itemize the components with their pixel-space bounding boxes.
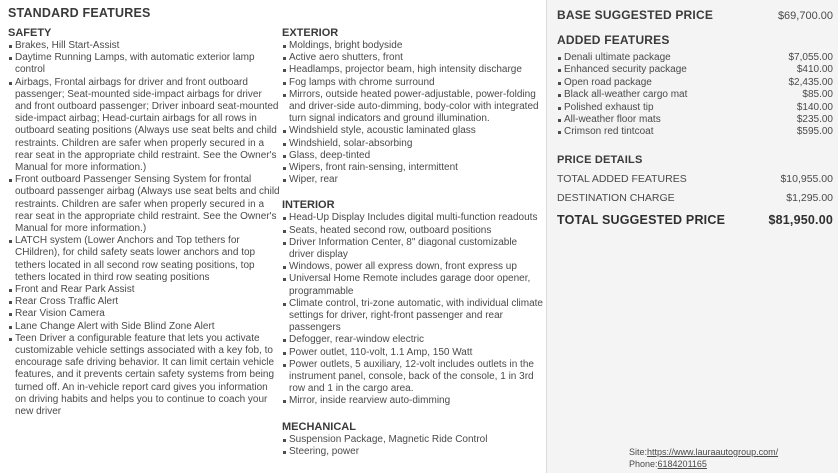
feature-item: Front outboard Passenger Sensing System for frontal outboard passenger airbag (Always use seat belts and child restraints. Children are safer when properly secured in a rear seat in the appropriate child restraint. See the Owner's Manual for more information.) xyxy=(8,174,280,235)
site-label: Site: xyxy=(629,447,648,457)
phone-line xyxy=(629,459,778,471)
phone-link[interactable]: 6184201165 xyxy=(657,458,707,469)
feature-item: LATCH system (Lower Anchors and Top tethers for CHildren), for child safety seats lower anchors and top tethers located in all second row seating positions, top tethers located in third row seating positions xyxy=(8,235,280,284)
feature-item: Driver Information Center, 8" diagonal customizable driver display xyxy=(282,237,544,261)
feature-item: Headlamps, projector beam, high intensity discharge xyxy=(282,64,544,76)
feature-item: Universal Home Remote includes garage door opener, programmable xyxy=(282,273,544,297)
added-feature-value: $140.00 xyxy=(796,101,833,113)
added-feature-label: Denali ultimate package xyxy=(564,52,671,63)
added-feature-value: $7,055.00 xyxy=(788,52,833,63)
total-price-label: TOTAL SUGGESTED PRICE xyxy=(557,212,726,227)
feature-item: Brakes, Hill Start-Assist xyxy=(8,40,280,52)
feature-item: Power outlets, 5 auxiliary, 12-volt includes outlets in the instrument panel, console, back of the console, 1 in 3rd row and 1 in the cargo area. xyxy=(282,359,544,396)
added-feature-row xyxy=(557,126,833,138)
feature-item: Moldings, bright bodyside xyxy=(282,40,544,52)
added-feature-label: Polished exhaust tip xyxy=(564,101,654,113)
feature-item: Fog lamps with chrome surround xyxy=(282,77,544,89)
section-mechanical xyxy=(282,421,544,458)
feature-item: Rear Cross Traffic Alert xyxy=(8,296,280,308)
page-title: STANDARD FEATURES xyxy=(8,6,151,20)
feature-item: Mirror, inside rearview auto-dimming xyxy=(282,395,544,407)
feature-item: Seats, heated second row, outboard positions xyxy=(282,225,544,237)
feature-item: Windows, power all express down, front express up xyxy=(282,261,544,273)
price-detail-value: $1,295.00 xyxy=(786,191,833,204)
added-feature-value: $235.00 xyxy=(796,114,833,126)
price-details-rows xyxy=(557,173,833,204)
added-feature-row xyxy=(557,52,833,64)
price-detail-row xyxy=(557,173,833,185)
added-feature-value: $595.00 xyxy=(796,126,833,138)
price-detail-row xyxy=(557,192,833,204)
feature-item: Suspension Package, Magnetic Ride Control xyxy=(282,434,544,446)
mechanical-feature-list xyxy=(282,434,544,458)
price-detail-label: TOTAL ADDED FEATURES xyxy=(557,172,687,185)
feature-item: Glass, deep-tinted xyxy=(282,150,544,162)
feature-item: Rear Vision Camera xyxy=(8,308,280,320)
feature-item: Daytime Running Lamps, with automatic exterior lamp control xyxy=(8,52,280,76)
added-features-heading: ADDED FEATURES xyxy=(557,33,670,47)
exterior-heading: EXTERIOR xyxy=(282,27,339,39)
site-link[interactable]: https://www.lauraautogroup.com/ xyxy=(647,447,779,457)
added-feature-row xyxy=(557,102,833,114)
feature-item: Teen Driver a configurable feature that lets you activate customizable vehicle settings associated with a key fob, to encourage safe driving behavior. It can limit certain vehicle features, and it prevents certain safety systems from being turned off. An in-vehicle report card gives you information on driving habits and helps you to continue to coach your new driver xyxy=(8,333,280,418)
dealer-contact-block xyxy=(629,447,778,470)
added-feature-label: All-weather floor mats xyxy=(564,114,661,126)
interior-heading: INTERIOR xyxy=(282,199,335,212)
feature-item: Windshield, solar-absorbing xyxy=(282,138,544,150)
base-price-row xyxy=(557,8,833,22)
section-interior xyxy=(282,199,544,407)
added-features-list xyxy=(557,52,833,139)
exterior-feature-list xyxy=(282,40,544,186)
added-feature-label: Black all-weather cargo mat xyxy=(564,89,688,101)
feature-item: Head-Up Display Includes digital multi-function readouts xyxy=(282,212,544,224)
section-exterior xyxy=(282,27,544,186)
section-safety xyxy=(8,27,280,418)
features-column-middle xyxy=(282,6,544,458)
interior-feature-list xyxy=(282,212,544,407)
added-feature-label: Open road package xyxy=(564,76,652,88)
feature-item: Airbags, Frontal airbags for driver and front outboard passenger; Seat-mounted side-impact airbags for driver and front outboard passenger; Driver inboard seat-mounted side-impact airbag; Head-curtain airbags for all rows in outboard seating positions (Always use seat belts and child restraints. Children are safer when properly secured in a rear seat in the appropriate child restraint. See the Owner's Manual for more information.) xyxy=(8,77,280,175)
price-detail-label: DESTINATION CHARGE xyxy=(557,191,675,204)
added-feature-row xyxy=(557,89,833,101)
added-feature-value: $2,435.00 xyxy=(788,76,833,88)
price-detail-value: $10,955.00 xyxy=(780,172,833,185)
total-price-row xyxy=(557,213,833,227)
phone-label: Phone: xyxy=(629,458,658,469)
feature-item: Wipers, front rain-sensing, intermittent xyxy=(282,162,544,174)
site-line xyxy=(629,447,778,459)
feature-item: Power outlet, 110-volt, 1.1 Amp, 150 Watt xyxy=(282,347,544,359)
feature-item: Steering, power xyxy=(282,446,544,458)
added-feature-row xyxy=(557,77,833,89)
price-details-heading: PRICE DETAILS xyxy=(557,153,643,166)
added-feature-row xyxy=(557,114,833,126)
added-feature-label: Enhanced security package xyxy=(564,64,687,76)
added-feature-value: $85.00 xyxy=(802,89,833,101)
safety-heading: SAFETY xyxy=(8,27,52,39)
feature-item: Defogger, rear-window electric xyxy=(282,334,544,346)
total-price-value: $81,950.00 xyxy=(768,212,833,227)
base-price-label: BASE SUGGESTED PRICE xyxy=(557,8,714,22)
features-column-left xyxy=(8,6,280,418)
feature-item: Windshield style, acoustic laminated glass xyxy=(282,125,544,137)
feature-item: Mirrors, outside heated power-adjustable, power-folding and driver-side auto-dimming, body-color with integrated turn signal indicators and ground illumination. xyxy=(282,89,544,126)
added-feature-row xyxy=(557,64,833,76)
feature-item: Climate control, tri-zone automatic, with individual climate settings for driver, right-front passenger and rear passengers xyxy=(282,298,544,335)
feature-item: Front and Rear Park Assist xyxy=(8,284,280,296)
safety-feature-list xyxy=(8,40,280,418)
mechanical-heading: MECHANICAL xyxy=(282,420,356,433)
added-feature-value: $410.00 xyxy=(796,64,833,76)
feature-item: Lane Change Alert with Side Blind Zone Alert xyxy=(8,321,280,333)
base-price-value: $69,700.00 xyxy=(777,10,833,22)
pricing-panel xyxy=(546,0,838,473)
feature-item: Active aero shutters, front xyxy=(282,52,544,64)
added-feature-label: Crimson red tintcoat xyxy=(564,126,654,138)
feature-item: Wiper, rear xyxy=(282,174,544,186)
